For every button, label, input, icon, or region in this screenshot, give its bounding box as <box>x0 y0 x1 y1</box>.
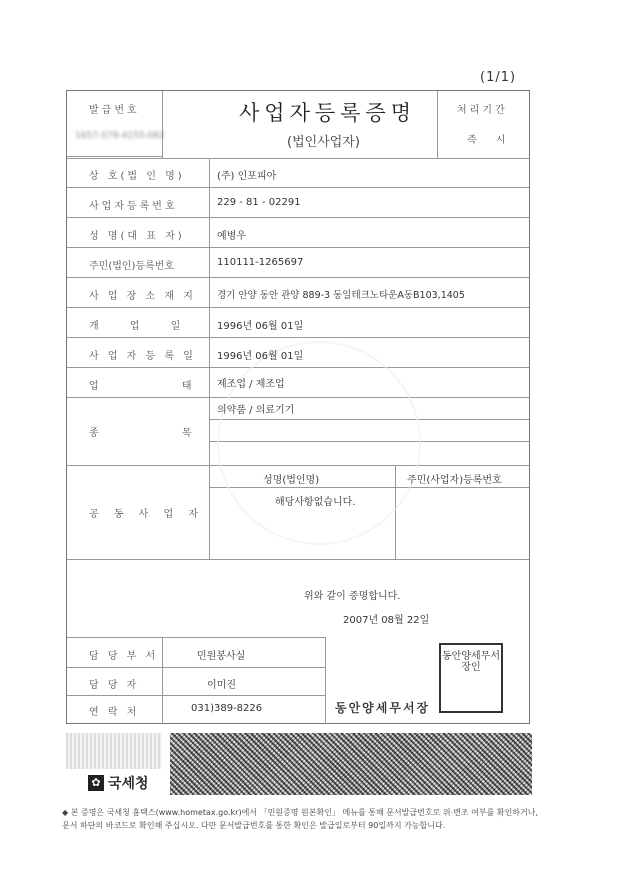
department-value: 민원봉사실 <box>197 651 246 662</box>
joint-owner-label: 공 동 사 업 자 <box>89 509 205 520</box>
certificate-form <box>66 90 530 724</box>
joint-reg-header: 주민(사업자)등록번호 <box>407 475 502 486</box>
representative-value: 예병우 <box>217 231 246 242</box>
phone-label: 연 락 처 <box>89 707 140 718</box>
processing-period-label: 처리기간 <box>457 105 508 116</box>
business-item-label: 종 목 <box>89 428 232 439</box>
barcode-small <box>66 733 162 769</box>
phone-value: 031)389-8226 <box>191 703 263 714</box>
company-name-label: 상 호(법 인 명) <box>89 171 185 182</box>
business-type-label: 업 태 <box>89 381 232 392</box>
department-label: 담 당 부 서 <box>89 651 159 662</box>
official-seal-stamp <box>439 643 503 713</box>
business-item-value: 의약품 / 의료기기 <box>217 405 295 416</box>
security-barcode <box>170 733 532 795</box>
nts-logo <box>88 773 149 793</box>
issuer-name: 동안양세무서장 <box>335 701 431 715</box>
joint-name-header: 성명(법인명) <box>263 475 320 486</box>
stamp-text: 동안양세무서장인 <box>442 651 500 673</box>
joint-owner-value: 해당사항없습니다. <box>275 497 356 508</box>
officer-label: 담 당 자 <box>89 680 140 691</box>
certification-text: 위와 같이 증명합니다. <box>304 591 401 602</box>
corp-reg-no-label: 주민(법인)등록번호 <box>89 261 175 272</box>
corp-reg-no-value: 110111-1265697 <box>217 257 304 268</box>
business-reg-no-value: 229 - 81 - 02291 <box>217 197 301 208</box>
business-reg-no-label: 사업자등록번호 <box>89 201 178 212</box>
address-value: 경기 안양 동안 관양 889-3 동일테크노타운A동B103,1405 <box>217 290 465 301</box>
footnote: ◆ 본 증명은 국세청 홈택스(www.hometax.go.kr)에서 「민원증명 원본확인」 메뉴를 통해 문서발급번호로 위·변조 여부를 확인하거나, 문서 하단의 바코드로 확인해 주십시오. 다만 문서발급번호를 통한 확인은 발급일로부터 90일까지 가능합니다. <box>62 808 539 830</box>
opening-date-value: 1996년 06월 01일 <box>217 321 304 332</box>
page-number: (1/1) <box>480 70 517 85</box>
issue-number-value: 1657-079-4155-062 <box>75 131 165 141</box>
processing-period-value: 즉 시 <box>467 135 514 146</box>
address-label: 사 업 장 소 재 지 <box>89 291 196 302</box>
business-type-value: 제조업 / 제조업 <box>217 379 285 390</box>
representative-label: 성 명(대 표 자) <box>89 231 185 242</box>
document-subtitle: (법인사업자) <box>287 135 360 150</box>
registration-date-label: 사 업 자 등 록 일 <box>89 351 196 362</box>
document-title: 사업자등록증명 <box>239 101 417 125</box>
registration-date-value: 1996년 06월 01일 <box>217 351 304 362</box>
officer-value: 이미진 <box>207 680 236 691</box>
watermark-seal <box>217 341 421 545</box>
opening-date-label: 개 업 일 <box>89 321 195 332</box>
issue-number-label: 발급번호 <box>89 105 140 116</box>
certification-date: 2007년 08월 22일 <box>343 615 430 626</box>
company-name-value: (주) 인포피아 <box>217 171 277 182</box>
flower-icon: ✿ <box>88 775 104 791</box>
nts-logo-text: 국세청 <box>108 776 149 792</box>
